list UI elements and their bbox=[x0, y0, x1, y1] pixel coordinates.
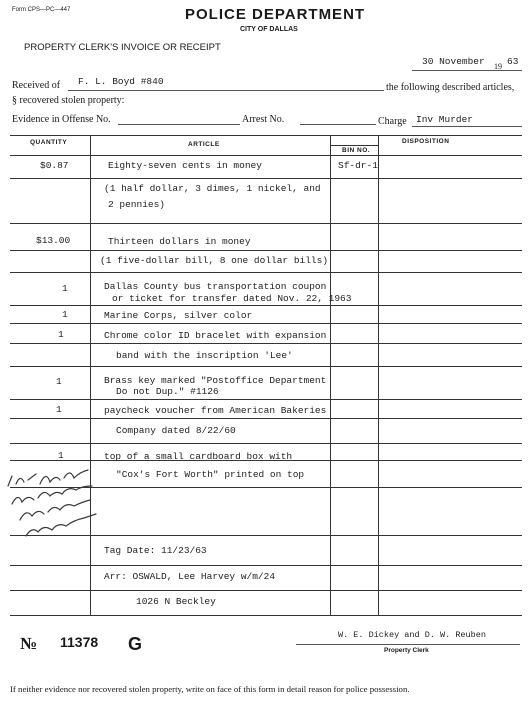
row-divider bbox=[10, 250, 522, 251]
form-code: Form CPS—PC—447 bbox=[12, 7, 71, 13]
row-12-qty: 1 bbox=[58, 450, 64, 461]
year-prefix: 19 bbox=[494, 62, 502, 71]
received-underline bbox=[68, 90, 384, 91]
row-divider bbox=[10, 399, 522, 400]
charge-value: Inv Murder bbox=[416, 114, 474, 125]
row-3-qty: $13.00 bbox=[36, 235, 71, 246]
arrest-underline bbox=[300, 124, 376, 125]
row-divider bbox=[10, 418, 522, 419]
arrested-person: Arr: OSWALD, Lee Harvey w/m/24 bbox=[104, 571, 276, 582]
evidence-underline bbox=[118, 124, 240, 125]
city-name: CITY OF DALLAS bbox=[240, 26, 298, 33]
row-divider bbox=[10, 366, 522, 367]
row-2-article-line-1: (1 half dollar, 3 dimes, 1 nickel, and bbox=[104, 183, 321, 194]
article-column-divider bbox=[330, 135, 331, 615]
arrest-label: Arrest No. bbox=[242, 114, 285, 125]
receipt-number: 11378 bbox=[60, 634, 99, 650]
row-10-article: paycheck voucher from American Bakeries bbox=[104, 405, 327, 416]
table-top-rule bbox=[10, 135, 522, 136]
header-article: ARTICLE bbox=[188, 141, 220, 148]
row-divider bbox=[10, 323, 522, 324]
clerk-names: W. E. Dickey and D. W. Reuben bbox=[338, 630, 486, 640]
row-6-qty: 1 bbox=[62, 309, 68, 320]
recovered-label: § recovered stolen property: bbox=[12, 95, 125, 106]
row-divider bbox=[10, 615, 522, 616]
received-label: Received of bbox=[12, 80, 61, 91]
row-7-article: Chrome color ID bracelet with expansion bbox=[104, 330, 327, 341]
date-underline bbox=[412, 70, 522, 71]
row-divider bbox=[10, 305, 522, 306]
row-13-article: "Cox's Fort Worth" printed on top bbox=[116, 469, 305, 480]
row-divider bbox=[10, 223, 522, 224]
date-year: 63 bbox=[507, 56, 519, 67]
row-5-article-line-1: Dallas County bus transportation coupon bbox=[104, 281, 327, 292]
row-divider bbox=[10, 565, 522, 566]
row-divider bbox=[10, 272, 522, 273]
series-letter: G bbox=[128, 634, 143, 654]
row-8-article: band with the inscription 'Lee' bbox=[116, 350, 293, 361]
department-title: POLICE DEPARTMENT bbox=[185, 6, 366, 23]
bin-column-divider bbox=[378, 135, 379, 615]
row-12-article: top of a small cardboard box with bbox=[104, 451, 293, 462]
receipt-number-label: № bbox=[20, 634, 38, 653]
row-divider bbox=[10, 443, 522, 444]
row-1-bin: Sf-dr-1 bbox=[338, 160, 378, 171]
header-disposition: DISPOSITION bbox=[402, 138, 450, 145]
row-divider bbox=[10, 178, 522, 179]
footer-instruction: If neither evidence nor recovered stolen property, write on face of this form in detail reason for police possession. bbox=[10, 684, 410, 694]
row-1-qty: $0.87 bbox=[40, 160, 69, 171]
row-9-article-line-1: Brass key marked "Postoffice Department bbox=[104, 375, 327, 386]
row-5-article-line-2: or ticket for transfer dated Nov. 22, 1963 bbox=[112, 293, 352, 304]
header-bin: BIN NO. bbox=[342, 147, 371, 154]
row-3-article: Thirteen dollars in money bbox=[108, 236, 251, 247]
articles-label: the following described articles, bbox=[386, 82, 515, 93]
handwritten-release-note bbox=[2, 464, 102, 544]
clerk-label: Property Clerk bbox=[384, 647, 429, 654]
row-divider bbox=[10, 343, 522, 344]
received-from: F. L. Boyd #840 bbox=[78, 76, 164, 87]
clerk-underline bbox=[296, 644, 520, 645]
row-4-article: (1 five-dollar bill, 8 one dollar bills) bbox=[100, 255, 329, 266]
row-2-article-line-2: 2 pennies) bbox=[108, 199, 166, 210]
form-name: PROPERTY CLERK'S INVOICE OR RECEIPT bbox=[24, 42, 221, 53]
row-9-qty: 1 bbox=[56, 376, 62, 387]
row-10-qty: 1 bbox=[56, 404, 62, 415]
row-6-article: Marine Corps, silver color bbox=[104, 310, 253, 321]
charge-label: Charge bbox=[378, 116, 407, 127]
bin-header-rule bbox=[330, 145, 378, 146]
row-9-article-line-2: Do not Dup." #1126 bbox=[116, 386, 219, 397]
row-7-qty: 1 bbox=[58, 329, 64, 340]
arrestee-address: 1026 N Beckley bbox=[136, 596, 216, 607]
date-day-month: 30 November bbox=[422, 56, 485, 67]
tag-date: Tag Date: 11/23/63 bbox=[104, 545, 207, 556]
evidence-label: Evidence in Offense No. bbox=[12, 114, 111, 125]
row-divider bbox=[10, 590, 522, 591]
row-11-article: Company dated 8/22/60 bbox=[116, 425, 236, 436]
charge-underline bbox=[412, 126, 522, 127]
table-header-rule bbox=[10, 155, 522, 156]
row-5-qty: 1 bbox=[62, 283, 68, 294]
row-1-article: Eighty-seven cents in money bbox=[108, 160, 262, 171]
header-quantity: QUANTITY bbox=[30, 139, 68, 146]
